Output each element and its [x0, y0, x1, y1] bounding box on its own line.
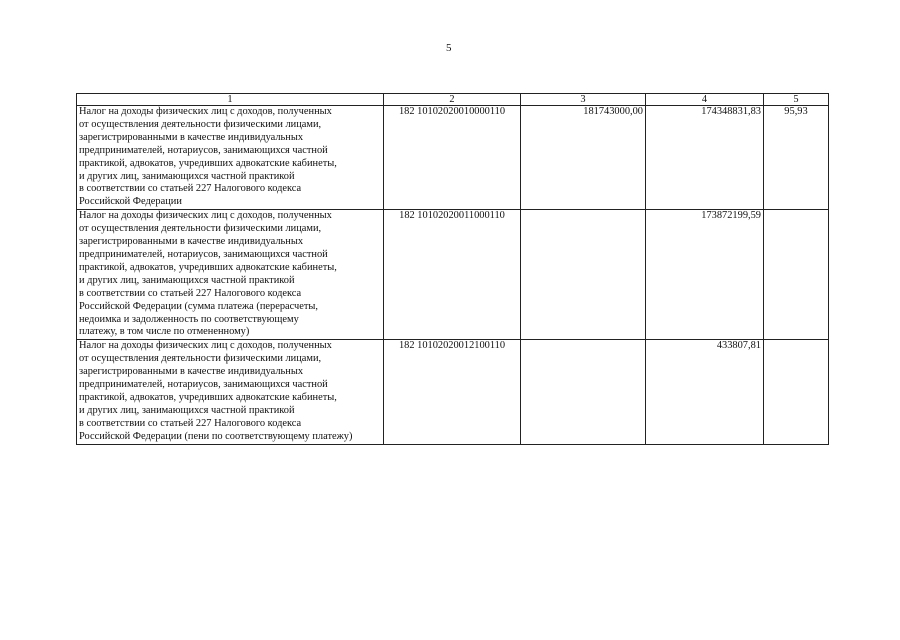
row-3-percent — [764, 340, 829, 444]
row-1-plan: 181743000,00 — [521, 106, 646, 210]
table-row — [77, 106, 829, 210]
row-1-name: Налог на доходы физических лиц с доходов, полученных от осуществления деятельности физическими лицами, зарегистрированными в качестве индивидуальных предпринимателей, нотариусов, занимающихся частной практикой, адвокатов, учредивших адвокатские кабинеты, и других лиц, занимающихся частной практикой в соответствии со статьей 227 Налогового кодекса Российской Федерации — [77, 106, 384, 210]
row-2-plan — [521, 210, 646, 340]
row-3-fact: 433807,81 — [646, 340, 764, 444]
revenue-table — [76, 93, 829, 445]
row-3-plan — [521, 340, 646, 444]
row-1-percent: 95,93 — [764, 106, 829, 210]
row-2-percent — [764, 210, 829, 340]
row-2-name: Налог на доходы физических лиц с доходов, полученных от осуществления деятельности физическими лицами, зарегистрированными в качестве индивидуальных предпринимателей, нотариусов, занимающихся частной практикой, адвокатов, учредивших адвокатские кабинеты, и других лиц, занимающихся частной практикой в соответствии со статьей 227 Налогового кодекса Российской Федерации (сумма платежа (перерасчеты, недоимка и задолженность по соответствующему платежу, в том числе по отмененному) — [77, 210, 384, 340]
row-1-code: 182 10102020010000110 — [384, 106, 521, 210]
row-2-fact: 173872199,59 — [646, 210, 764, 340]
table-row — [77, 340, 829, 444]
row-1-fact: 174348831,83 — [646, 106, 764, 210]
table-header-row — [77, 94, 829, 106]
row-2-code: 182 10102020011000110 — [384, 210, 521, 340]
column-header-1: 1 — [77, 94, 384, 106]
column-header-4: 4 — [646, 94, 764, 106]
column-header-3: 3 — [521, 94, 646, 106]
column-header-5: 5 — [764, 94, 829, 106]
page-number: 5 — [446, 42, 452, 54]
row-3-code: 182 10102020012100110 — [384, 340, 521, 444]
column-header-2: 2 — [384, 94, 521, 106]
row-3-name: Налог на доходы физических лиц с доходов, полученных от осуществления деятельности физическими лицами, зарегистрированными в качестве индивидуальных предпринимателей, нотариусов, занимающихся частной практикой, адвокатов, учредивших адвокатские кабинеты, и других лиц, занимающихся частной практикой в соответствии со статьей 227 Налогового кодекса Российской Федерации (пени по соответствующему платежу) — [77, 340, 384, 444]
table-row — [77, 210, 829, 340]
